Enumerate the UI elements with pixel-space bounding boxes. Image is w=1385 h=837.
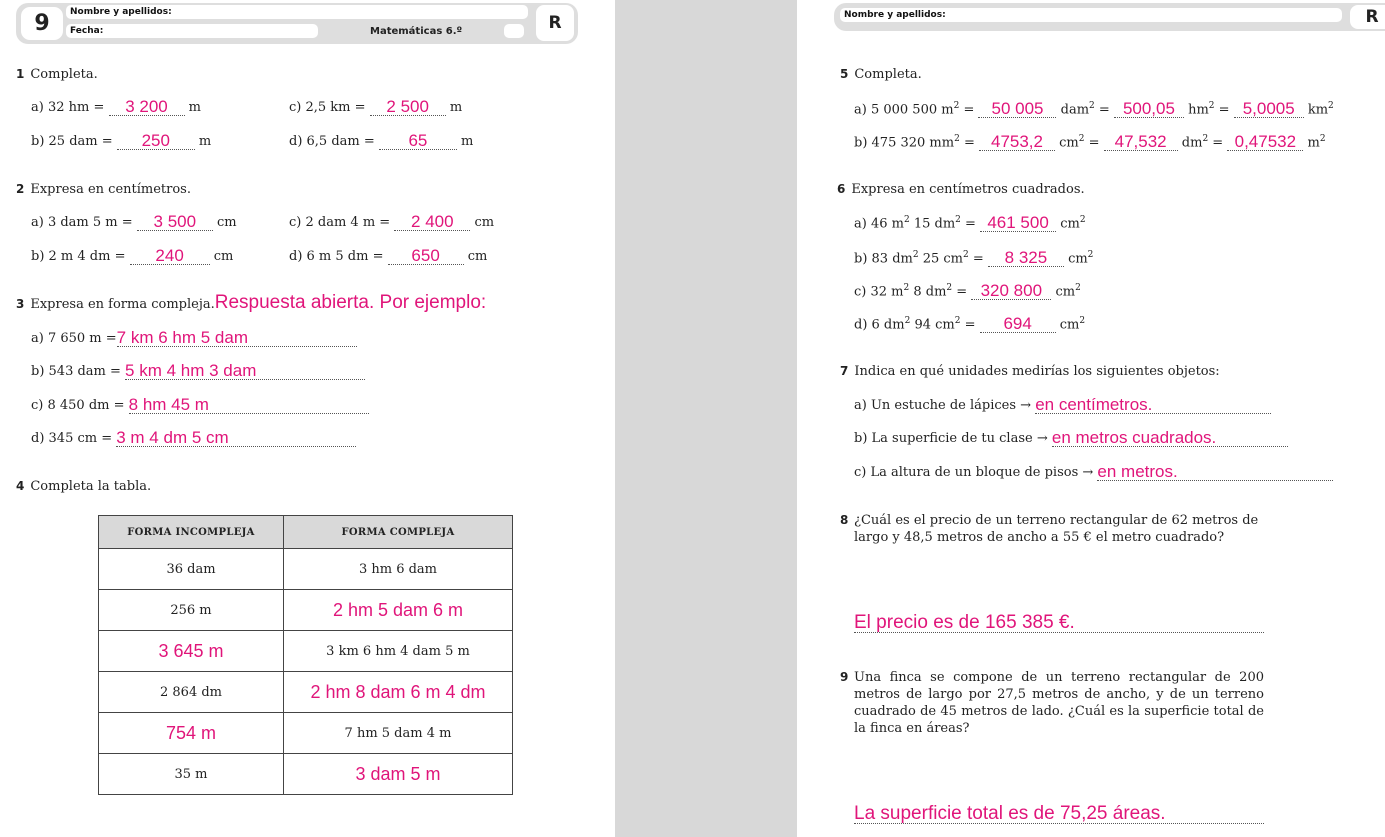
worksheet-header-right (834, 3, 1385, 31)
q5-title: 5 Completa. (840, 67, 922, 82)
worksheet-header (16, 3, 578, 44)
date-field[interactable]: Fecha: (66, 24, 318, 38)
units-table (98, 515, 513, 795)
right-worksheet-page (797, 0, 1385, 837)
q6-d-answer: 694 (1003, 314, 1032, 334)
name-field-right[interactable]: Nombre y apellidos: (840, 8, 1342, 22)
q3-a-answer: 7 km 6 hm 5 dam (116, 328, 248, 347)
q5-b-answer-1: 4753,2 (990, 132, 1043, 152)
q3-b-answer: 5 km 4 hm 3 dam (125, 361, 257, 380)
q2-d-answer: 650 (411, 246, 440, 265)
q7-a: a) Un estuche de lápices → en centímetros. (854, 396, 1271, 414)
q3-d-answer: 3 m 4 dm 5 cm (116, 428, 229, 447)
q8-answer: El precio es de 165 385 €. (854, 612, 1075, 633)
q7-c: c) La altura de un bloque de pisos → en metros. (854, 463, 1333, 481)
q5-b: b) 475 320 $mm^2 = 4753,2$ $cm^2 = 47,532$ $dm^2 = 0,47532$ $m^2$ (854, 132, 1326, 152)
q5-a-answer-3: 5,0005 (1242, 99, 1295, 119)
table-cell: 7 hm 5 dam 4 m (284, 713, 513, 754)
q1-a: a) 32 hm = 3 200 m (31, 97, 201, 116)
q6-a: a) 46 $m^2$ 15 $dm^2 = 461$ 500 $cm^2$ (854, 213, 1086, 233)
page-gutter (615, 0, 797, 837)
q3-note: Respuesta abierta. Por ejemplo: (214, 292, 487, 313)
table-cell-answer: 3 dam 5 m (355, 763, 441, 784)
q6-c: c) 32 $m^2$ 8 $dm^2 = 320$ 800 $cm^2$ (854, 281, 1081, 301)
q3-b: b) 543 dam = 5 km 4 hm 3 dam (31, 362, 365, 380)
table-row (99, 631, 513, 672)
q1-d: d) 6,5 dam = 65 m (289, 131, 474, 150)
q2-a: a) 3 dam 5 m = 3 500 cm (31, 212, 237, 231)
q1-b: b) 25 dam = 250 m (31, 131, 212, 150)
table-row (99, 549, 513, 590)
q6-title: 6 Expresa en centímetros cuadrados. (837, 182, 1085, 197)
unit-number-badge: 9 (21, 7, 63, 40)
r-badge-right: R (1350, 5, 1385, 29)
table-row (99, 754, 513, 795)
q1-c-answer: 2 500 (386, 97, 429, 116)
q4-title: 4 Completa la tabla. (16, 479, 152, 494)
table-row (99, 672, 513, 713)
table-cell: 3 hm 6 dam (284, 549, 513, 590)
subject-label: Matemáticas 6.º (370, 26, 463, 37)
r-badge: R (536, 5, 574, 41)
q1-title: 1 Completa. (16, 67, 98, 82)
q5-a: a) 5 000 500 $m^2 = 50$ 005 dam$^2$ = 500,05 $hm^2 = 5,0005$ $km^2$ (854, 99, 1334, 119)
grade-field[interactable] (504, 24, 524, 38)
table-cell-answer: 2 hm 8 dam 6 m 4 dm (310, 681, 486, 702)
table-cell-answer: 754 m (165, 722, 217, 743)
q2-a-answer: 3 500 (153, 212, 197, 231)
q9-number: 9 (840, 670, 849, 684)
q7-b-answer: en metros cuadrados. (1051, 428, 1217, 447)
table-row (99, 713, 513, 754)
q1-c: c) 2,5 km = 2 500 m (289, 97, 463, 116)
q8-text: ¿Cuál es el precio de un terreno rectangular de 62 metros de largo y 48,5 metros de ancho a 55 € el metro cuadrado? (854, 513, 1259, 545)
table-header-compleja: FORMA COMPLEJA (284, 516, 513, 549)
q7-c-answer: en metros. (1097, 462, 1178, 481)
q3-c: c) 8 450 dm = 8 hm 45 m (31, 396, 369, 414)
name-field[interactable]: Nombre y apellidos: (66, 5, 528, 19)
q3-a: a) 7 650 m =7 km 6 hm 5 dam (31, 329, 357, 347)
left-worksheet-page (0, 0, 615, 837)
q6-b: b) 83 $dm^2$ 25 $cm^2 = 8$ 325 $cm^2$ (854, 248, 1094, 268)
table-cell: 256 m (99, 590, 284, 631)
table-row (99, 590, 513, 631)
table-cell-answer: 2 hm 5 dam 6 m (332, 599, 464, 620)
q2-title: 2 Expresa en centímetros. (16, 182, 191, 197)
q7-a-answer: en centímetros. (1035, 395, 1153, 414)
q6-b-answer: 8 325 (1004, 248, 1048, 268)
table-cell: 35 m (99, 754, 284, 795)
q3-title: 3 Expresa en forma compleja.Respuesta abierta. Por ejemplo: (16, 292, 487, 313)
q5-a-answer-2: 500,05 (1122, 99, 1175, 119)
q5-b-answer-3: 0,47532 (1234, 132, 1297, 152)
q3-d: d) 345 cm = 3 m 4 dm 5 cm (31, 429, 356, 447)
q2-b-answer: 240 (155, 246, 184, 265)
table-cell: 2 864 dm (99, 672, 284, 713)
q5-b-answer-2: 47,532 (1114, 132, 1167, 152)
q9-answer-line (854, 803, 1264, 824)
q5-a-answer-1: 50 005 (991, 99, 1044, 119)
q8-number: 8 (840, 513, 849, 527)
q2-d: d) 6 m 5 dm = 650 cm (289, 246, 488, 265)
q6-a-answer: 461 500 (987, 213, 1049, 233)
q9-text: Una finca se compone de un terreno rectangular de 200 metros de largo por 27,5 metros de ancho, y de un terreno cuadrado de 45 metros de lado. ¿Cuál es la superficie total de la finca en áreas? (854, 670, 1264, 736)
q7-b: b) La superficie de tu clase → en metros cuadrados. (854, 429, 1288, 447)
q2-b: b) 2 m 4 dm = 240 cm (31, 246, 234, 265)
q2-c: c) 2 dam 4 m = 2 400 cm (289, 212, 495, 231)
table-cell: 36 dam (99, 549, 284, 590)
q1-a-answer: 3 200 (125, 97, 168, 116)
q9-answer: La superficie total es de 75,25 áreas. (854, 803, 1166, 824)
q1-b-answer: 250 (141, 131, 170, 150)
q7-title: 7 Indica en qué unidades medirías los siguientes objetos: (840, 364, 1220, 379)
q3-c-answer: 8 hm 45 m (128, 395, 209, 414)
table-cell: 3 km 6 hm 4 dam 5 m (284, 631, 513, 672)
q8-answer-line (854, 612, 1264, 633)
table-cell-answer: 3 645 m (158, 640, 224, 661)
q2-c-answer: 2 400 (411, 212, 454, 231)
q1-d-answer: 65 (408, 131, 428, 150)
q6-d: d) 6 $dm^2$ 94 $cm^2 = 694$ $cm^2$ (854, 314, 1086, 334)
q6-c-answer: 320 800 (980, 281, 1043, 301)
table-header-incompleja: FORMA INCOMPLEJA (99, 516, 284, 549)
